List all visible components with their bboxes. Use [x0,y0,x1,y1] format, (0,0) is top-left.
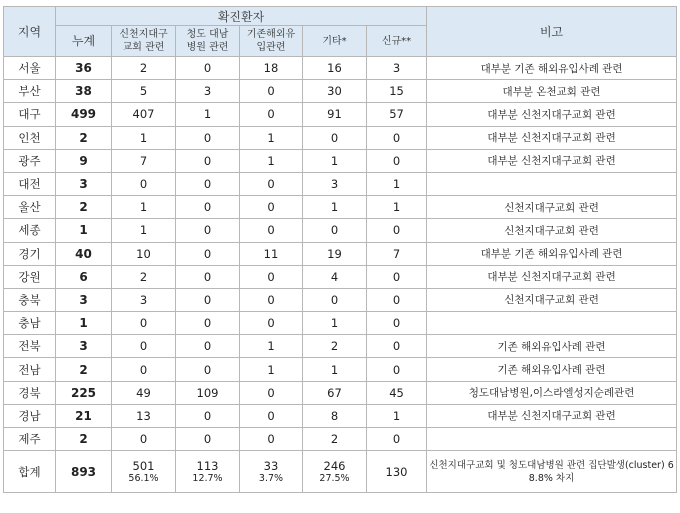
cell-note: 대부분 기존 해외유입사례 관련 [427,57,677,80]
cell-note [427,172,677,195]
cell-note: 대부분 신천지대구교회 관련 [427,265,677,288]
cell-c2: 0 [176,242,240,265]
cell-c5: 0 [367,265,427,288]
cell-region: 대전 [4,172,56,195]
cell-c2: 0 [176,126,240,149]
cell-c3: 1 [240,149,303,172]
cell-total: 3 [56,288,112,311]
table-row [4,265,677,288]
cell-c3: 0 [240,103,303,126]
cell-c2: 0 [176,149,240,172]
cell-c5: 0 [367,428,427,451]
cell-c4: 1 [303,358,367,381]
cell-c5: 1 [367,404,427,427]
table-row [4,335,677,358]
cell-c1: 0 [112,312,176,335]
cell-total: 2 [56,428,112,451]
header-col-5: 신규** [367,26,427,57]
cell-c2: 0 [176,219,240,242]
sum-c3: 33 [263,458,279,473]
cell-c2: 3 [176,80,240,103]
sum-row [4,451,677,493]
header-col-4: 기타* [303,26,367,57]
table-row [4,196,677,219]
cell-c4: 8 [303,404,367,427]
cell-total: 38 [56,80,112,103]
cell-c3: 11 [240,242,303,265]
cell-c5: 0 [367,312,427,335]
cell-c3: 0 [240,312,303,335]
cell-c5: 0 [367,219,427,242]
confirmed-cases-table [3,6,677,493]
cell-note: 대부분 신천지대구교회 관련 [427,103,677,126]
cell-note [427,312,677,335]
cell-region: 충남 [4,312,56,335]
sum-c3-percent: 3.7% [258,472,284,484]
cell-region: 인천 [4,126,56,149]
table-row [4,172,677,195]
cell-c3: 0 [240,80,303,103]
cell-c1: 407 [112,103,176,126]
cell-c1: 0 [112,335,176,358]
cell-region: 경남 [4,404,56,427]
cell-total: 3 [56,335,112,358]
sum-c2: 113 [196,458,219,473]
cell-c5: 0 [367,149,427,172]
table-row [4,381,677,404]
cell-c2: 0 [176,428,240,451]
cell-note: 대부분 온천교회 관련 [427,80,677,103]
cell-c4: 0 [303,219,367,242]
cell-c1: 49 [112,381,176,404]
cell-c1: 7 [112,149,176,172]
cell-c3: 0 [240,404,303,427]
cell-c2: 0 [176,358,240,381]
cell-c2: 0 [176,196,240,219]
cell-c4: 30 [303,80,367,103]
cell-total: 2 [56,196,112,219]
header-col-2: 청도 대남 병원 관련 [176,26,240,57]
cell-total: 6 [56,265,112,288]
sum-c4-percent: 27.5% [319,472,350,484]
cell-c5: 0 [367,288,427,311]
sum-c2-percent: 12.7% [192,472,223,484]
table-row [4,126,677,149]
cell-c4: 2 [303,428,367,451]
cell-total: 36 [56,57,112,80]
cell-region: 서울 [4,57,56,80]
sum-total: 893 [70,464,97,479]
header-col-3: 기존해외유 입관련 [240,26,303,57]
cell-c4: 91 [303,103,367,126]
cell-total: 499 [56,103,112,126]
cell-region: 강원 [4,265,56,288]
table-row [4,149,677,172]
table-row [4,219,677,242]
cell-c2: 0 [176,57,240,80]
table-row [4,80,677,103]
header-col-1: 신천지대구 교회 관련 [112,26,176,57]
cell-region: 전남 [4,358,56,381]
cell-c4: 0 [303,288,367,311]
cell-c2: 109 [176,381,240,404]
cell-c1: 5 [112,80,176,103]
cell-c2: 0 [176,335,240,358]
table-row [4,288,677,311]
cell-c2: 0 [176,312,240,335]
cell-c3: 1 [240,358,303,381]
cell-total: 3 [56,172,112,195]
cell-note [427,428,677,451]
header-confirmed: 확진환자 [56,7,427,26]
cell-c5: 0 [367,358,427,381]
table-row [4,358,677,381]
cell-note: 기존 해외유입사례 관련 [427,358,677,381]
sum-c5: 130 [385,464,408,479]
cell-region: 경북 [4,381,56,404]
cell-c4: 2 [303,335,367,358]
cell-c1: 1 [112,219,176,242]
cell-c3: 1 [240,335,303,358]
cell-region: 경기 [4,242,56,265]
header-note: 비고 [427,7,677,57]
cell-note: 대부분 신천지대구교회 관련 [427,404,677,427]
cell-c4: 19 [303,242,367,265]
table-row [4,242,677,265]
sum-c1: 501 [132,458,155,473]
table-row [4,103,677,126]
sum-c1-percent: 56.1% [128,472,159,484]
cell-c5: 15 [367,80,427,103]
cell-region: 전북 [4,335,56,358]
cell-c5: 45 [367,381,427,404]
cell-region: 광주 [4,149,56,172]
cell-c1: 13 [112,404,176,427]
cell-c4: 3 [303,172,367,195]
cell-c5: 7 [367,242,427,265]
cell-c4: 67 [303,381,367,404]
cell-note: 신천지대구교회 관련 [427,288,677,311]
cell-total: 2 [56,126,112,149]
cell-c2: 1 [176,103,240,126]
table-body [4,57,677,493]
header-region: 지역 [4,7,56,57]
cell-note: 기존 해외유입사례 관련 [427,335,677,358]
cell-total: 21 [56,404,112,427]
cell-note: 대부분 기존 해외유입사례 관련 [427,242,677,265]
cell-c1: 0 [112,172,176,195]
cell-c1: 2 [112,265,176,288]
cell-c4: 0 [303,126,367,149]
cell-c3: 0 [240,219,303,242]
cell-c1: 1 [112,196,176,219]
header-col-0: 누계 [56,26,112,57]
cell-c3: 0 [240,196,303,219]
sum-c4: 246 [323,458,346,473]
cell-c5: 1 [367,172,427,195]
cell-total: 1 [56,312,112,335]
cell-c4: 4 [303,265,367,288]
cell-total: 225 [56,381,112,404]
cell-c1: 10 [112,242,176,265]
table-header [4,7,677,57]
cell-c3: 0 [240,265,303,288]
cell-c2: 0 [176,288,240,311]
cell-total: 2 [56,358,112,381]
cell-c1: 1 [112,126,176,149]
cell-c3: 0 [240,381,303,404]
cell-c5: 0 [367,126,427,149]
cell-region: 충북 [4,288,56,311]
cell-region: 세종 [4,219,56,242]
cell-c1: 0 [112,358,176,381]
cell-c5: 1 [367,196,427,219]
cell-c1: 0 [112,428,176,451]
sum-note: 신천지대구교회 및 청도대남병원 관련 집단발생(cluster) 6 8.8% 차지 [429,459,674,484]
cell-c1: 3 [112,288,176,311]
cell-c4: 1 [303,196,367,219]
cell-total: 9 [56,149,112,172]
cell-c3: 0 [240,288,303,311]
cell-c5: 0 [367,335,427,358]
cell-total: 1 [56,219,112,242]
cell-c2: 0 [176,404,240,427]
cell-c4: 16 [303,57,367,80]
table-row [4,312,677,335]
cell-c1: 2 [112,57,176,80]
cell-c4: 1 [303,312,367,335]
cell-c4: 1 [303,149,367,172]
cell-note: 대부분 신천지대구교회 관련 [427,149,677,172]
sum-region: 합계 [18,464,41,479]
cell-total: 40 [56,242,112,265]
cell-c5: 3 [367,57,427,80]
cell-c3: 1 [240,126,303,149]
table-row [4,404,677,427]
cell-region: 울산 [4,196,56,219]
cell-c2: 0 [176,172,240,195]
cell-note: 청도대남병원,이스라엘성지순례관련 [427,381,677,404]
cell-c5: 57 [367,103,427,126]
cell-region: 부산 [4,80,56,103]
cell-c3: 0 [240,428,303,451]
cell-c2: 0 [176,265,240,288]
table-row [4,57,677,80]
table-row [4,428,677,451]
cell-c3: 18 [240,57,303,80]
cell-note: 신천지대구교회 관련 [427,196,677,219]
cell-note: 대부분 신천지대구교회 관련 [427,126,677,149]
cell-note: 신천지대구교회 관련 [427,219,677,242]
cell-c3: 0 [240,172,303,195]
cell-region: 대구 [4,103,56,126]
cell-region: 제주 [4,428,56,451]
